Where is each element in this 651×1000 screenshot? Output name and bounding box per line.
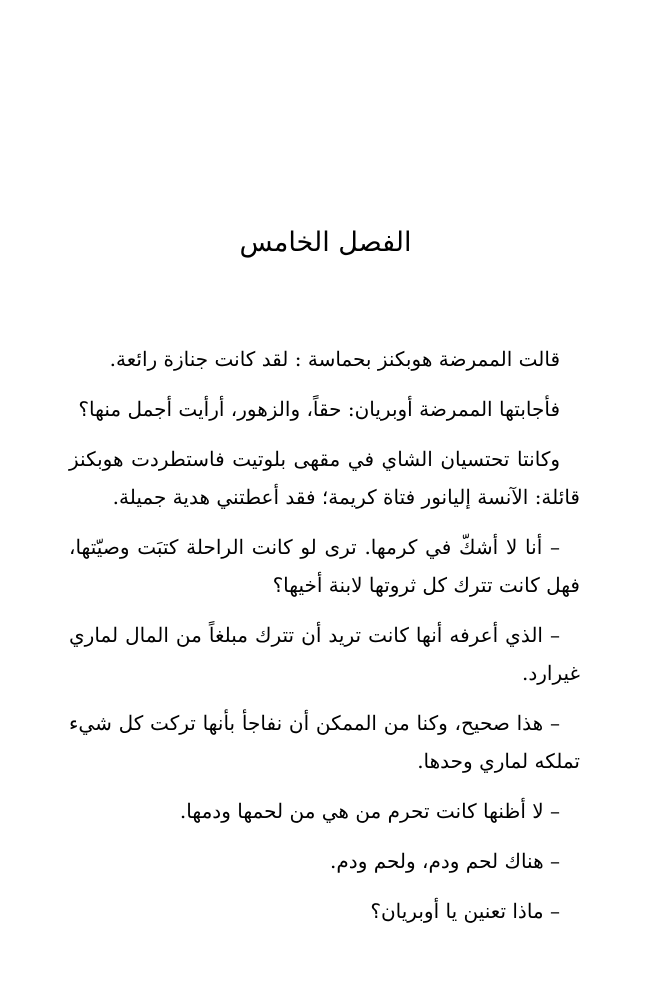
chapter-title: الفصل الخامس [239, 227, 412, 258]
paragraph: – الذي أعرفه أنها كانت تريد أن تترك مبلغاً من المال لماري غيرارد. [69, 623, 580, 685]
paragraph: فأجابتها الممرضة أوبريان: حقاً، والزهور، أرأيت أجمل منها؟ [78, 397, 560, 421]
paragraph: – لا أظنها كانت تحرم من هي من لحمها ودمها. [179, 799, 560, 823]
paragraph: – أنا لا أشكّ في كرمها. ترى لو كانت الراحلة كتبَت وصيّتها، فهل كانت تترك كل ثروتها لابنة أخيها؟ [69, 535, 580, 597]
paragraph: وكانتا تحتسيان الشاي في مقهى بلوتيت فاستطردت هوبكنز قائلة: الآنسة إليانور فتاة كريمة؛ فقد أعطتني هدية جميلة. [69, 447, 580, 509]
chapter-body [69, 340, 580, 942]
paragraph: – ماذا تعنين يا أوبريان؟ [370, 899, 560, 923]
paragraph: – هذا صحيح، وكنا من الممكن أن نفاجأ بأنها تركت كل شيء تملكه لماري وحدها. [69, 711, 580, 773]
paragraph: قالت الممرضة هوبكنز بحماسة : لقد كانت جنازة رائعة. [109, 347, 560, 371]
paragraph: – هناك لحم ودم، ولحم ودم. [330, 849, 560, 873]
